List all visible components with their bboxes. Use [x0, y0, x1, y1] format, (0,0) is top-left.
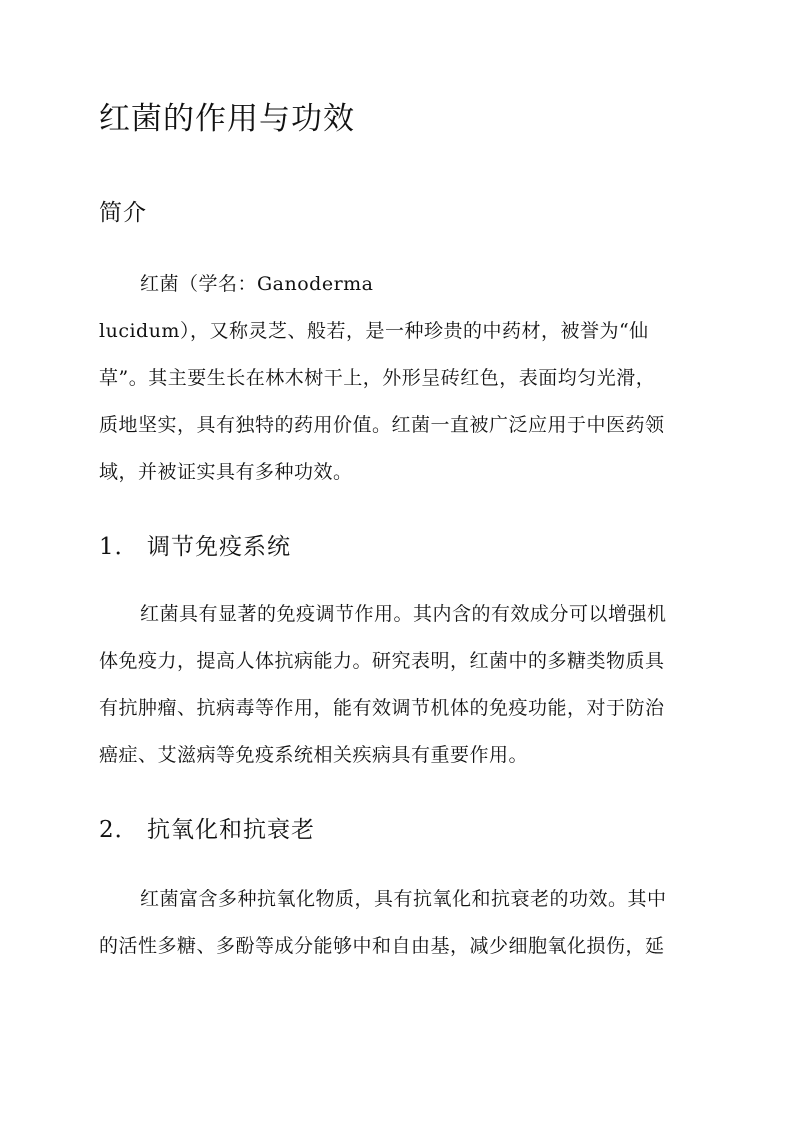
paragraph-line: 的活性多糖、多酚等成分能够中和自由基，减少细胞氧化损伤，延 [99, 935, 665, 957]
paragraph-line: 红菌富含多种抗氧化物质，具有抗氧化和抗衰老的功效。其中 [140, 888, 667, 910]
paragraph-line: 红菌（学名：Ganoderma [140, 273, 374, 295]
document-title: 红菌的作用与功效 [99, 101, 355, 137]
paragraph-line: 体免疫力，提高人体抗病能力。研究表明，红菌中的多糖类物质具 [99, 650, 665, 672]
paragraph-line: 红菌具有显著的免疫调节作用。其内含的有效成分可以增强机 [140, 603, 667, 625]
paragraph-line: 有抗肿瘤、抗病毒等作用，能有效调节机体的免疫功能，对于防治 [99, 697, 665, 719]
paragraph-line: 域，并被证实具有多种功效。 [99, 461, 353, 483]
paragraph-line: lucidum），又称灵芝、般若，是一种珍贵的中药材，被誉为“仙 [99, 320, 649, 342]
section-heading-immune: 1． 调节免疫系统 [99, 534, 291, 560]
section-heading-antioxidant: 2． 抗氧化和抗衰老 [99, 817, 315, 843]
paragraph-line: 质地坚实，具有独特的药用价值。红菌一直被广泛应用于中医药领 [99, 414, 665, 436]
section-heading-intro: 简介 [99, 200, 147, 226]
paragraph-line: 癌症、艾滋病等免疫系统相关疾病具有重要作用。 [99, 744, 529, 766]
paragraph-line: 草”。其主要生长在林木树干上，外形呈砖红色，表面均匀光滑， [99, 367, 656, 389]
